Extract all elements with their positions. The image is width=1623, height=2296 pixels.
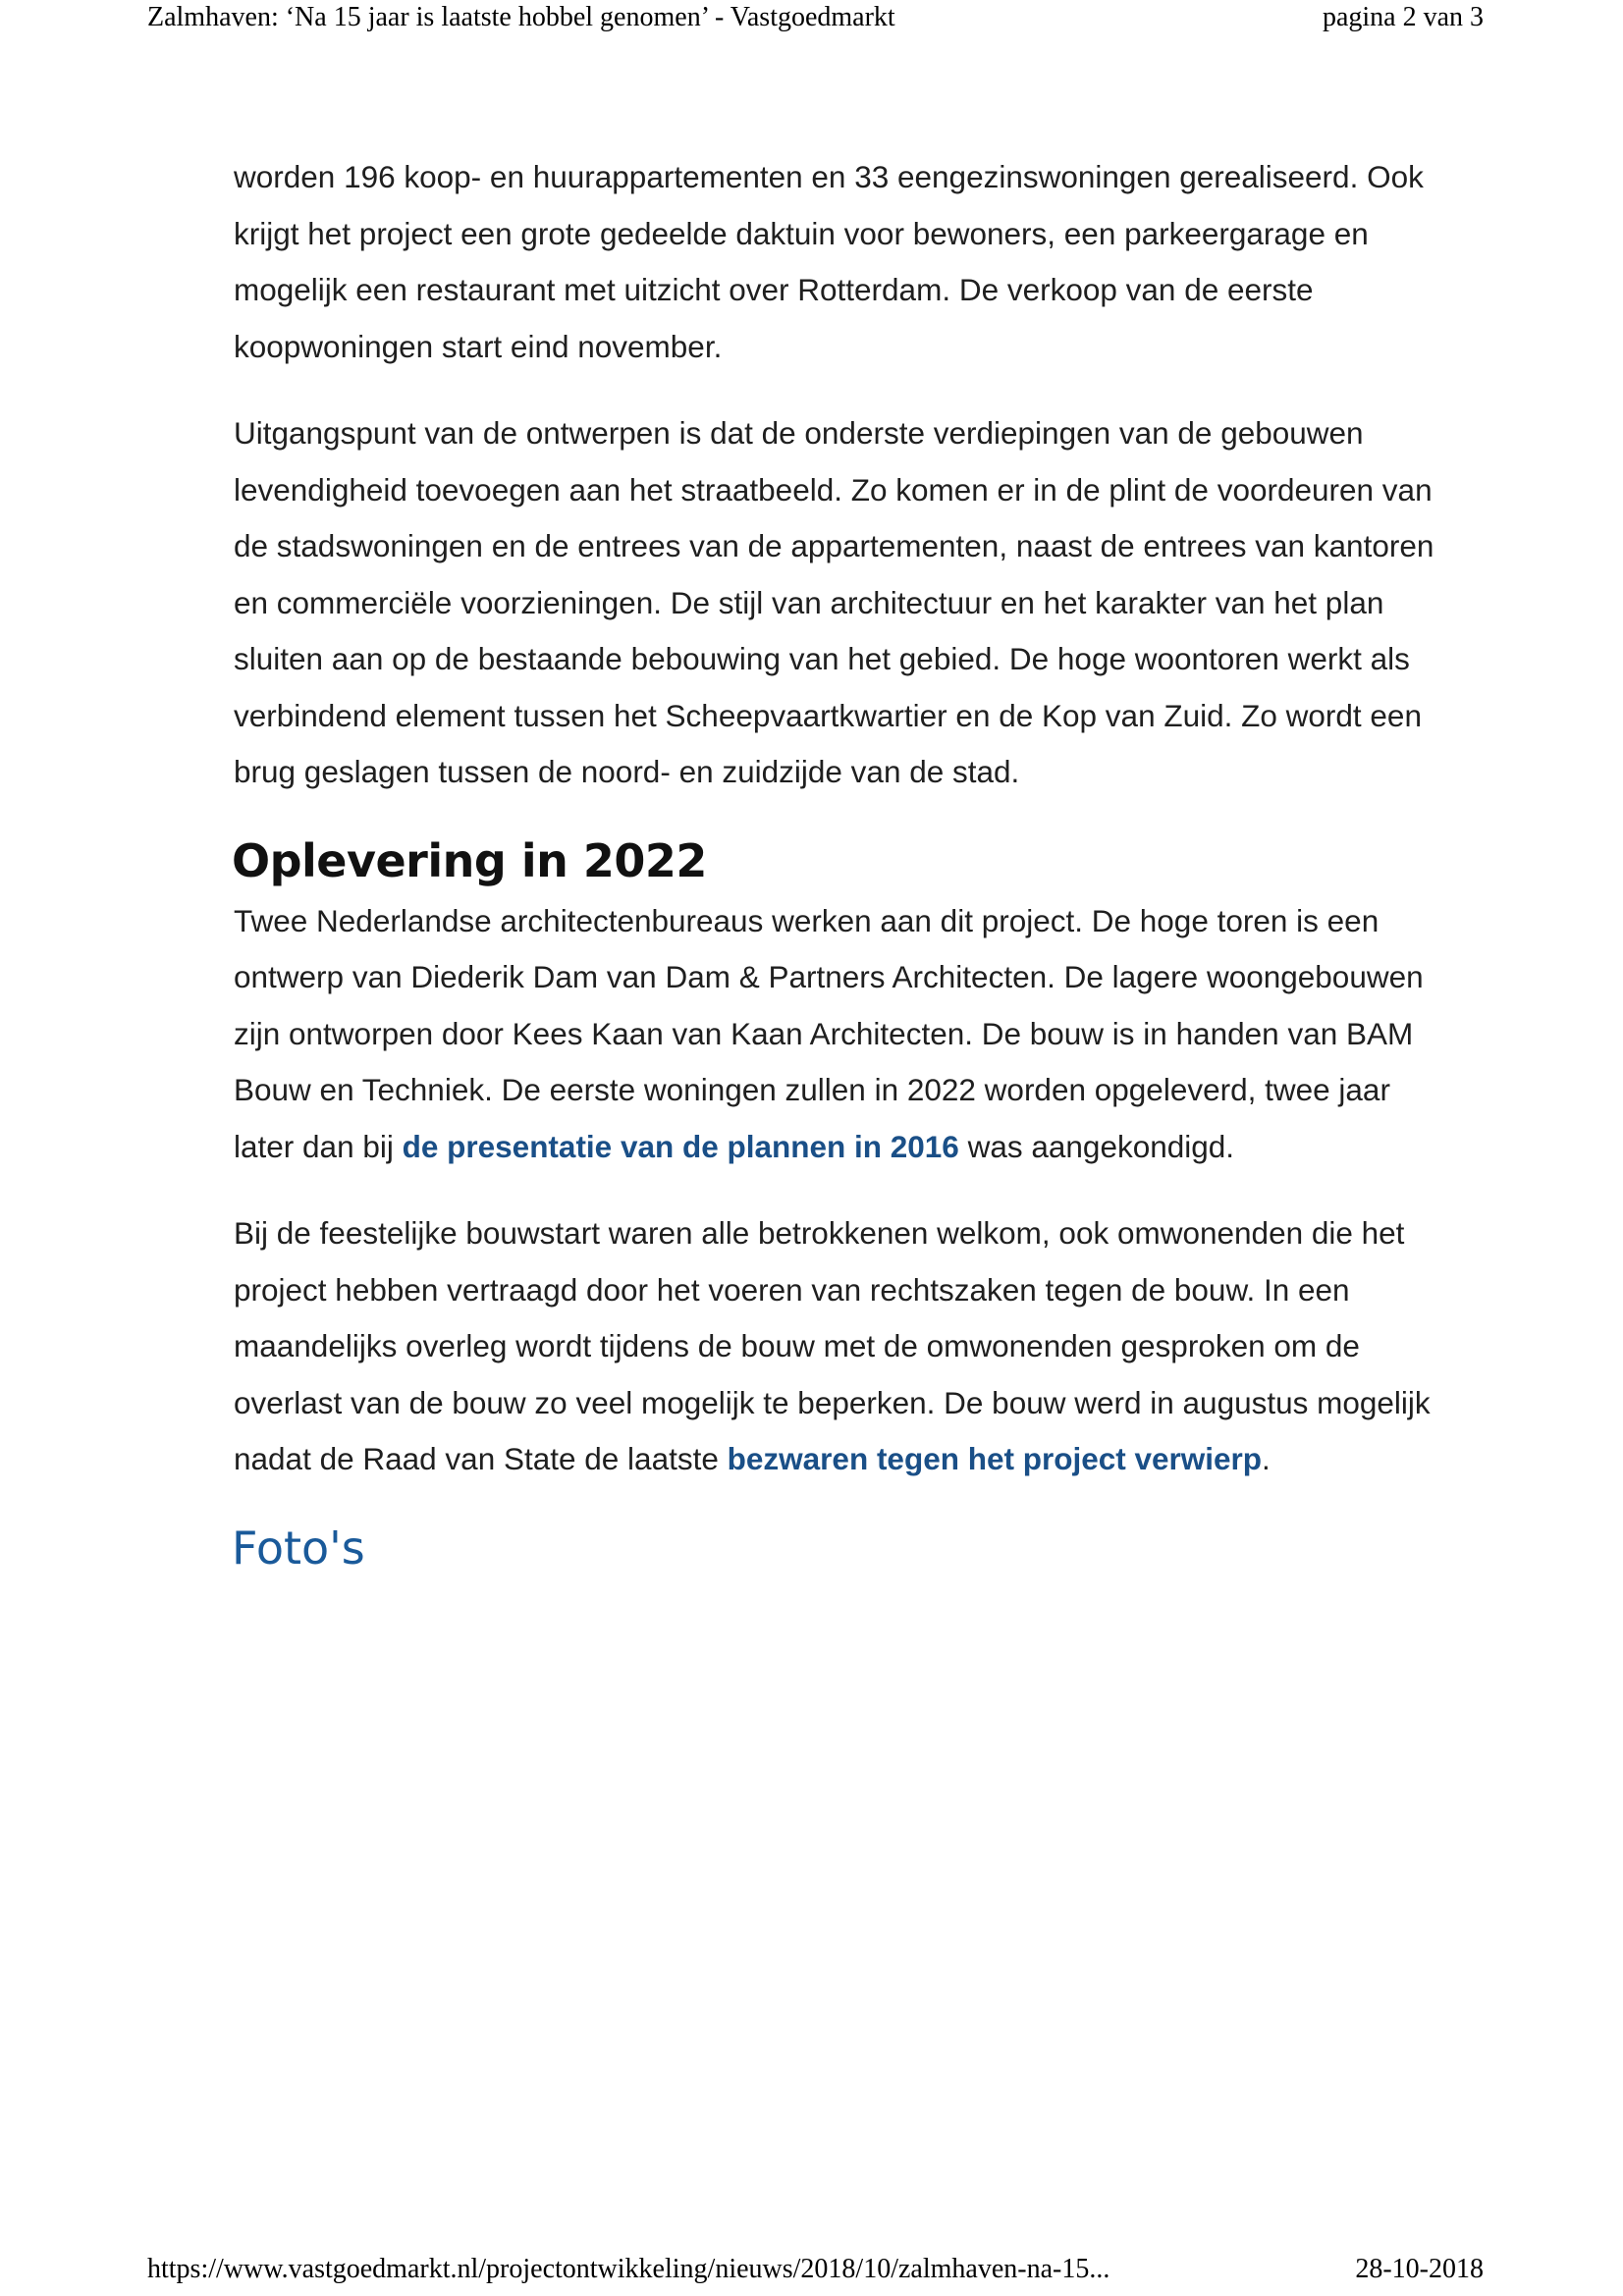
paragraph-bouwstart-tail: .	[1262, 1441, 1271, 1476]
print-header	[147, 2, 1484, 33]
paragraph-design: Uitgangspunt van de ontwerpen is dat de onderste verdiepingen van de gebouwen levendigheid toevoegen aan het straatbeeld. Zo komen er in de plint de voordeuren van de stadswoningen en de entrees van de appartementen, naast de entrees van kantoren en commerciële voorzieningen. De stijl van architectuur en het karakter van het plan sluiten aan op de bestaande bebouwing van het gebied. De hoge woontoren werkt als verbindend element tussen het Scheepvaartkwartier en de Kop van Zuid. Zo wordt een brug geslagen tussen de noord- en zuidzijde van de stad.	[234, 415, 1434, 789]
paragraph-architects-tail: was aangekondigd.	[967, 1128, 1235, 1164]
article-body	[234, 149, 1441, 1577]
heading-oplevering: Oplevering in 2022	[232, 833, 707, 887]
print-footer	[147, 2254, 1484, 2285]
paragraph-bouwstart-text: Bij de feestelijke bouwstart waren alle betrokkenen welkom, ook omwonenden die het project hebben vertraagd door het voeren van rechtszaken tegen de bouw. In een maandelijks overleg wordt tijdens de bouw met de omwonenden gesproken om de overlast van de bouw zo veel mogelijk te beperken. De bouw werd in augustus mogelijk nadat de Raad van State de laatste	[234, 1215, 1431, 1476]
heading-fotos: Foto's	[232, 1521, 365, 1575]
page-indicator: pagina 2 van 3	[1322, 2, 1484, 32]
paragraph-housing: worden 196 koop- en huurappartementen en 33 eengezinswoningen gerealiseerd. Ook krijgt het project een grote gedeelde daktuin voor bewoners, een parkeergarage en mogelijk een restaurant met uitzicht over Rotterdam. De verkoop van de eerste koopwoningen start eind november.	[234, 159, 1424, 364]
paragraph-architects-text: Twee Nederlandse architectenbureaus werken aan dit project. De hoge toren is een ontwerp van Diederik Dam van Dam & Partners Architecten. De lagere woongebouwen zijn ontworpen door Kees Kaan van Kaan Architecten. De bouw is in handen van BAM Bouw en Techniek. De eerste woningen zullen in 2022 worden opgeleverd, twee jaar later dan bij	[234, 902, 1424, 1164]
paragraph-bouwstart	[234, 1205, 1441, 1488]
print-footer-url: https://www.vastgoedmarkt.nl/projectontwikkeling/nieuws/2018/10/zalmhaven-na-15...	[147, 2254, 1110, 2284]
print-footer-date: 28-10-2018	[1355, 2254, 1484, 2284]
print-header-title: Zalmhaven: ‘Na 15 jaar is laatste hobbel genomen’ - Vastgoedmarkt	[147, 2, 895, 32]
paragraph-architects	[234, 893, 1441, 1176]
link-presentatie-plannen[interactable]: de presentatie van de plannen in 2016	[402, 1128, 959, 1164]
link-bezwaren[interactable]: bezwaren tegen het project verwierp	[727, 1441, 1263, 1476]
